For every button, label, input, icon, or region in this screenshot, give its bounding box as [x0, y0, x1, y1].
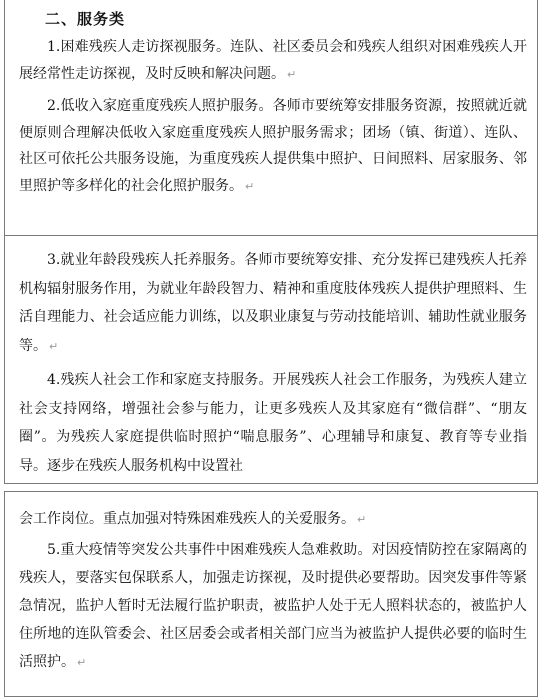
- paragraph-5: [19, 536, 527, 677]
- paragraph-mark-icon: ↵: [49, 339, 59, 353]
- paragraph-1-text: 1.困难残疾人走访探视服务。连队、社区委员会和残疾人组织对困难残疾人开展经常性走访探视，及时反映和解决问题。: [19, 39, 527, 82]
- paragraph-mark-icon: ↵: [245, 179, 255, 193]
- paragraph-2: [19, 93, 527, 200]
- section-heading: 二、服务类: [45, 10, 126, 28]
- text-block-bottom: [4, 491, 538, 697]
- text-block-middle: [4, 236, 538, 484]
- paragraph-5-text: 5.重大疫情等突发公共事件中困难残疾人急难救助。对因疫情防控在家隔离的残疾人，要落实包保联系人，加强走访探视，及时提供必要帮助。因突发事件等紧急情况，监护人暂时无法履行监护职责，被监护人处于无人照料状态的，被监护人住所地的连队管委会、社区居委会或者相关部门应当为被监护人提供必要的临时生活照护。: [19, 542, 527, 670]
- paragraph-3-text: 3.就业年龄段残疾人托养服务。各师市要统筹安排、充分发挥已建残疾人托养机构辐射服务作用，为就业年龄段智力、精神和重度肢体残疾人提供护理照料、生活自理能力、社会适应能力训练，以及职业康复与劳动技能培训、辅助性就业服务等。: [19, 252, 527, 354]
- paragraph-4-text: 4.残疾人社会工作和家庭支持服务。开展残疾人社会工作服务，为残疾人建立社会支持网络，增强社会参与能力，让更多残疾人及其家庭有“微信群”、“朋友圈”。为残疾人家庭提供临时照护“喘息服务”、心理辅导和康复、教育等专业指导。逐步在残疾人服务机构中设置社: [19, 372, 527, 474]
- paragraph-4-continued-text: 会工作岗位。重点加强对特殊困难残疾人的关爱服务。: [19, 511, 355, 527]
- paragraph-mark-icon: ↵: [357, 513, 367, 526]
- paragraph-1: [19, 34, 527, 88]
- paragraph-4: [19, 366, 527, 480]
- paragraph-mark-icon: ↵: [77, 656, 87, 669]
- paragraph-2-text: 2.低收入家庭重度残疾人照护服务。各师市要统筹安排服务资源，按照就近就便原则合理解决低收入家庭重度残疾人照护服务需求；团场（镇、街道）、连队、社区可依托公共服务设施，为重度残疾人提供集中照护、日间照料、居家服务、邻里照护等多样化的社会化照护服务。: [19, 98, 527, 194]
- paragraph-3: [19, 246, 527, 361]
- paragraph-4-continued: [19, 506, 527, 534]
- text-block-top: [4, 0, 538, 236]
- paragraph-mark-icon: ↵: [287, 67, 297, 81]
